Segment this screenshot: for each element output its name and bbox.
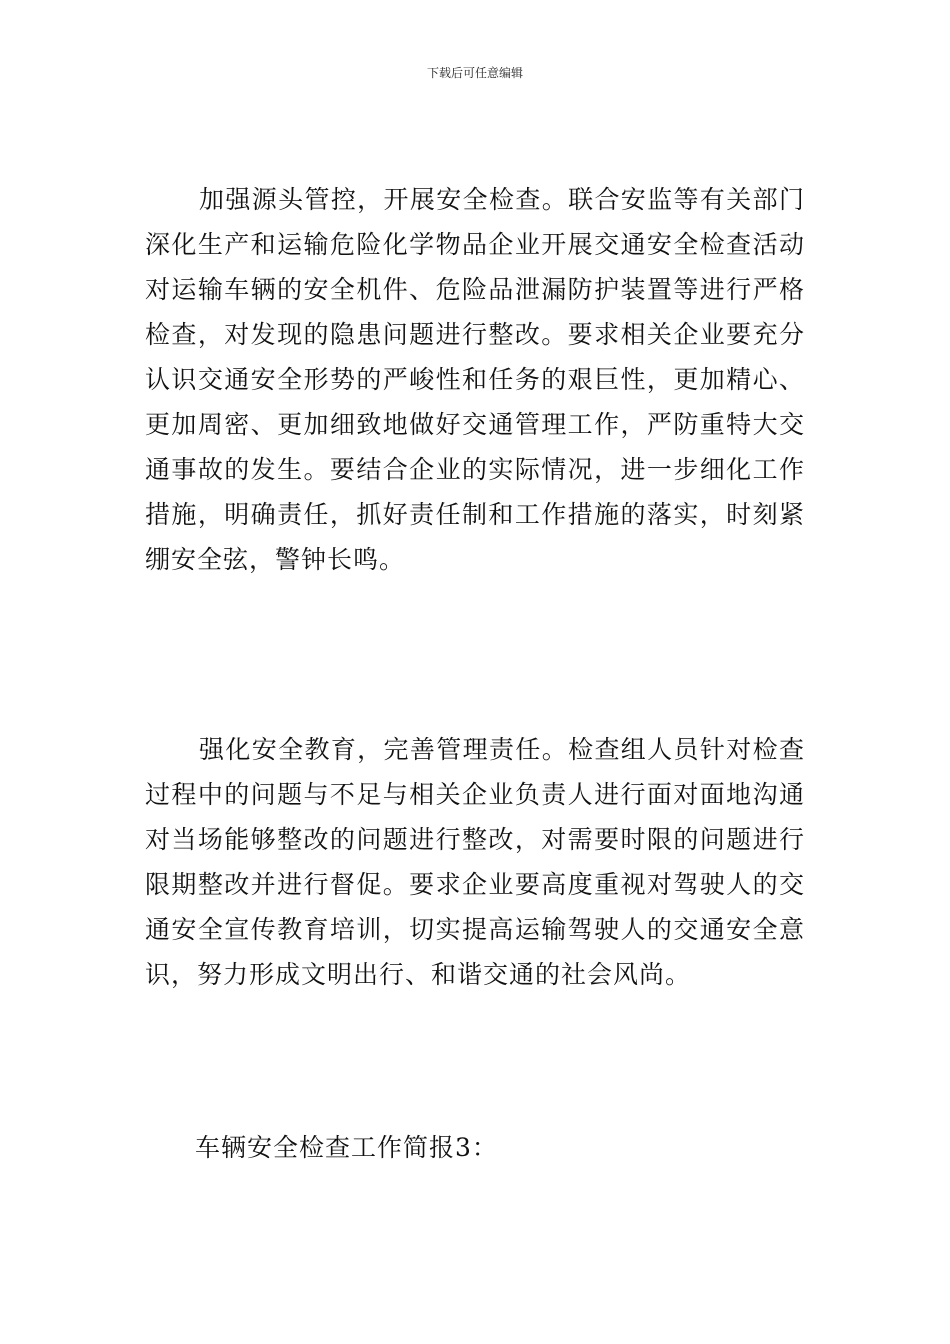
paragraph-source-control: 加强源头管控，开展安全检查。联合安监等有关部门深化生产和运输危险化学物品企业开展交通安全检查活动对运输车辆的安全机件、危险品泄漏防护装置等进行严格检查，对发现的隐患问题进行整改。要求相关企业要充分认识交通安全形势的严峻性和任务的艰巨性，更加精心、更加周密、更加细致地做好交通管理工作，严防重特大交通事故的发生。要结合企业的实际情况，进一步细化工作措施，明确责任，抓好责任制和工作措施的落实，时刻紧绷安全弦，警钟长鸣。: [145, 185, 805, 574]
section-heading: 车辆安全检查工作简报3：: [195, 1133, 498, 1162]
header-note: 下载后可任意编辑: [426, 66, 523, 80]
paragraph-safety-education: 强化安全教育，完善管理责任。检查组人员针对检查过程中的问题与不足与相关企业负责人进行面对面地沟通对当场能够整改的问题进行整改，对需要时限的问题进行限期整改并进行督促。要求企业要高度重视对驾驶人的交通安全宣传教育培训，切实提高运输驾驶人的交通安全意识，努力形成文明出行、和谐交通的社会风尚。: [145, 735, 805, 989]
